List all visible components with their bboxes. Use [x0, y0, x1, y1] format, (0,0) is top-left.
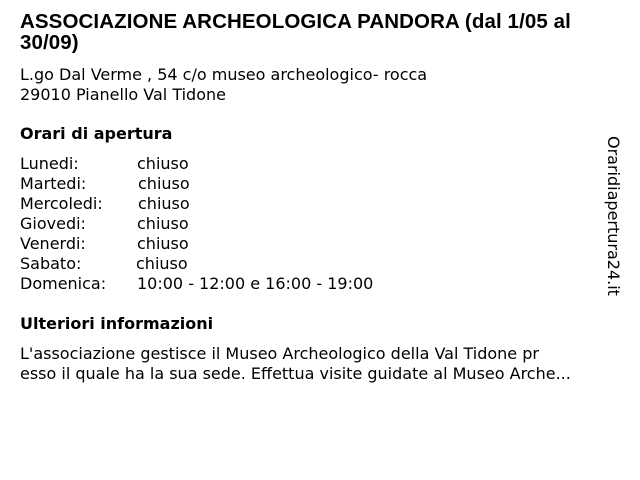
day-hours: chiuso: [137, 154, 189, 173]
day-label: Giovedi:: [20, 214, 86, 233]
day-label: Domenica:: [20, 274, 107, 293]
day-label: Mercoledi:: [20, 194, 103, 213]
address: [20, 65, 427, 105]
day-hours: chiuso: [137, 214, 189, 233]
address-city: 29010 Pianello Val Tidone: [20, 85, 226, 104]
day-label: Lunedi:: [20, 154, 79, 173]
additional-info-heading: Ulteriori informazioni: [20, 314, 214, 333]
day-label: Sabato:: [20, 254, 82, 273]
day-label: Venerdi:: [20, 234, 86, 253]
day-hours: 10:00 - 12:00 e 16:00 - 19:00: [137, 274, 374, 293]
page-title: ASSOCIAZIONE ARCHEOLOGICA PANDORA (dal 1/05 al 30/09): [20, 10, 571, 54]
info-line: L'associazione gestisce il Museo Archeologico della Val Tidone pr: [20, 344, 539, 363]
day-hours: chiuso: [138, 194, 190, 213]
day-hours: chiuso: [138, 174, 190, 193]
info-line: esso il quale ha la sua sede. Effettua visite guidate al Museo Arche...: [20, 364, 571, 383]
additional-info-text: [20, 344, 571, 384]
opening-hours-heading: Orari di apertura: [20, 124, 173, 143]
site-watermark: Oraridiapertura24.it: [604, 136, 623, 296]
day-hours: chiuso: [137, 234, 189, 253]
address-street: L.go Dal Verme , 54 c/o museo archeologico- rocca: [20, 65, 428, 84]
day-label: Martedi:: [20, 174, 87, 193]
day-hours: chiuso: [136, 254, 188, 273]
